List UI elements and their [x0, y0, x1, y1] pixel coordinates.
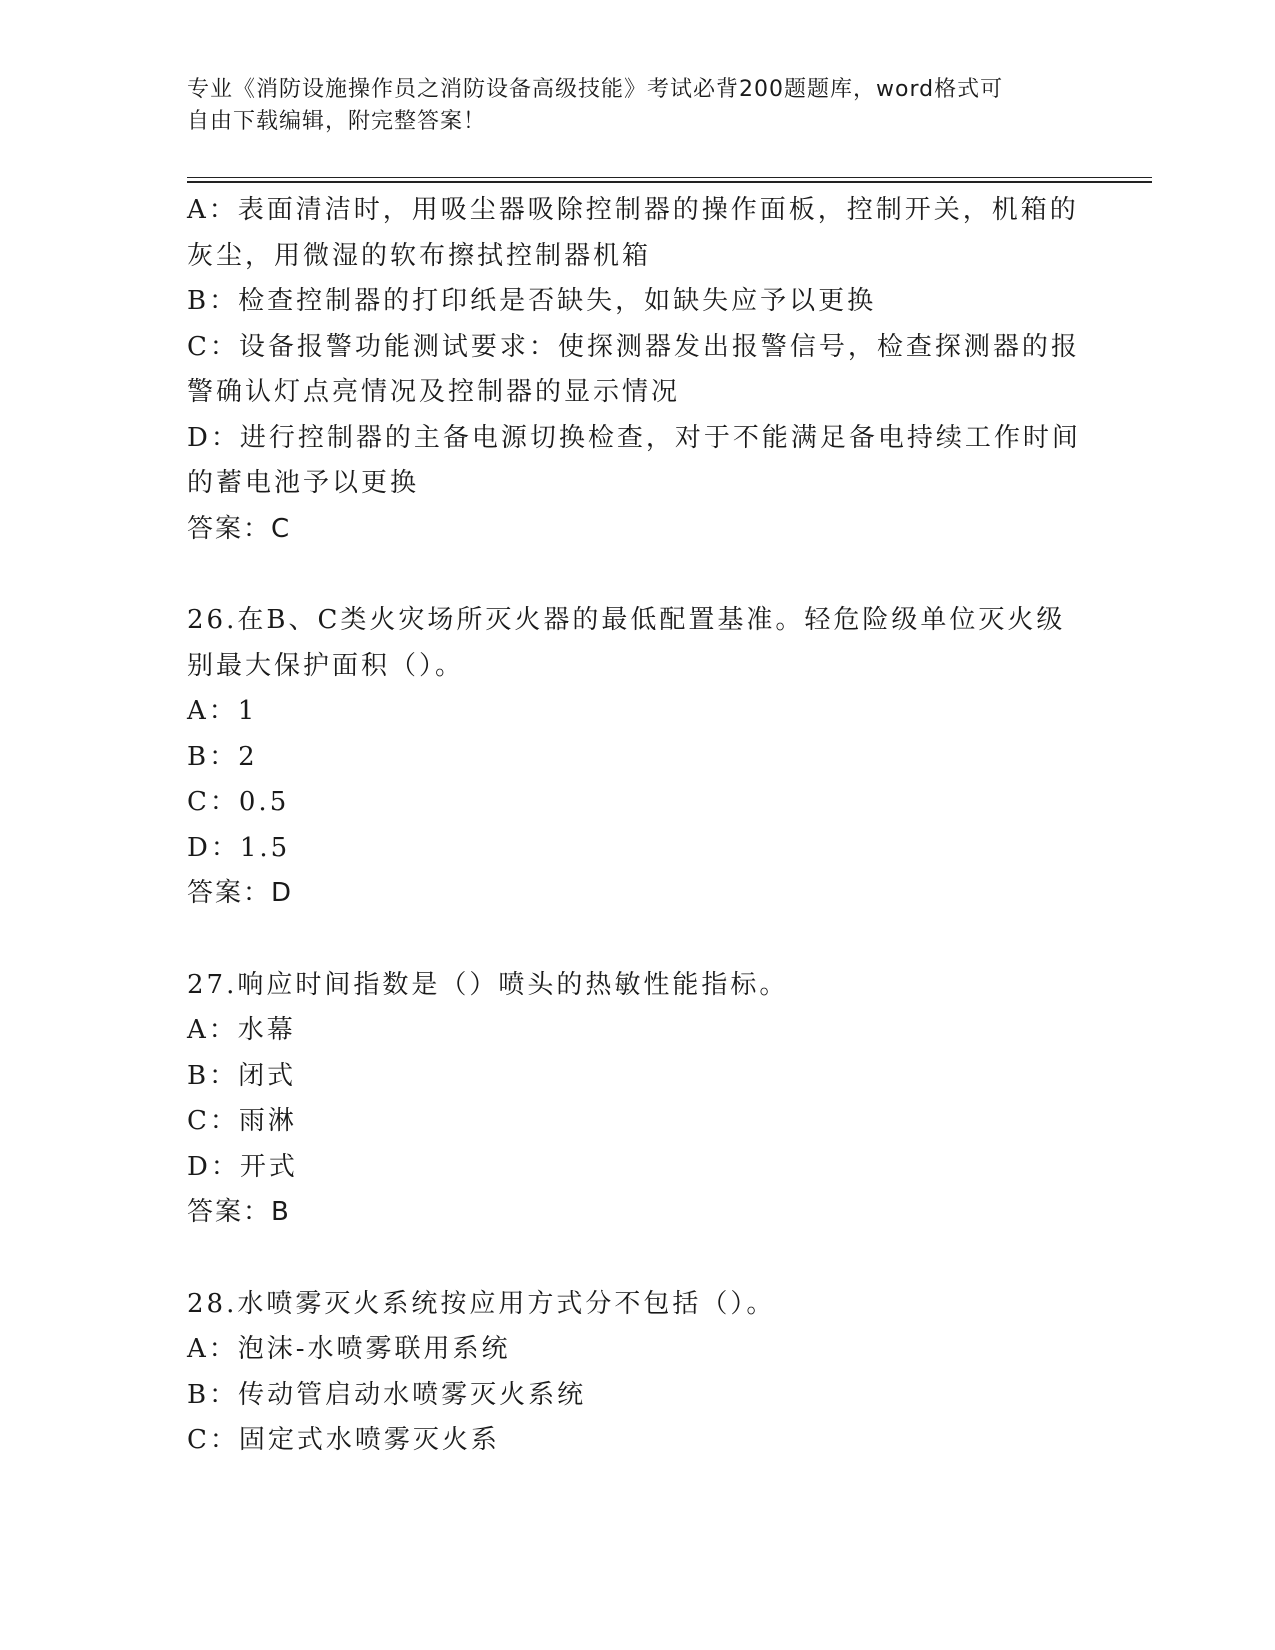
option-b: B：检查控制器的打印纸是否缺失，如缺失应予以更换 [187, 286, 877, 316]
question-27-line-1: 27.响应时间指数是（）喷头的热敏性能指标。 [187, 969, 789, 1000]
spacer [187, 552, 1077, 598]
answer-26: 答案：D [187, 878, 294, 908]
option-b: B：闭式 [187, 1060, 297, 1091]
header-line-1: 专业《消防设施操作员之消防设备高级技能》考试必背200题题库，word格式可 [187, 77, 1004, 102]
option-c-line-2: 警确认灯点亮情况及控制器的显示情况 [187, 377, 681, 407]
option-b: B：传动管启动水喷雾灭火系统 [187, 1379, 587, 1410]
option-d: D：开式 [187, 1151, 298, 1182]
question-26-line-1: 26.在B、C类火灾场所灭火器的最低配置基准。轻危险级单位灭火级 [187, 605, 1066, 635]
answer-25: 答案：C [187, 513, 292, 544]
option-a-line-1: A：表面清洁时，用吸尘器吸除控制器的操作面板，控制开关，机箱的 [187, 195, 1079, 225]
question-28 [187, 1282, 1077, 1464]
header-divider-thin [187, 177, 1152, 178]
option-b: B：2 [187, 741, 258, 772]
spacer [187, 1236, 1077, 1282]
option-d-line-2: 的蓄电池予以更换 [187, 468, 420, 498]
spacer [187, 917, 1077, 963]
option-a: A：泡沫-水喷雾联用系统 [187, 1334, 511, 1364]
option-a-line-2: 灰尘，用微湿的软布擦拭控制器机箱 [187, 240, 652, 271]
option-d: D：1.5 [187, 832, 291, 863]
option-d-line-1: D：进行控制器的主备电源切换检查，对于不能满足备电持续工作时间 [187, 422, 1081, 453]
question-26 [187, 598, 1077, 917]
question-27 [187, 963, 1077, 1236]
option-c-line-1: C：设备报警功能测试要求：使探测器发出报警信号，检查探测器的报 [187, 331, 1080, 362]
option-c: C：固定式水喷雾灭火系 [187, 1425, 500, 1455]
question-25-options [187, 188, 1081, 552]
question-26-line-2: 别最大保护面积（）。 [187, 650, 465, 681]
document-header [187, 74, 1067, 138]
question-28-line-1: 28.水喷雾灭火系统按应用方式分不包括（）。 [187, 1288, 776, 1319]
header-divider-thick [187, 181, 1152, 183]
question-content [187, 188, 1081, 1464]
header-line-2: 自由下载编辑，附完整答案！ [187, 109, 487, 134]
option-a: A：水幕 [187, 1015, 296, 1045]
option-c: C：0.5 [187, 787, 290, 817]
option-a: A：1 [187, 696, 258, 726]
option-c: C：雨淋 [187, 1106, 297, 1136]
answer-27: 答案：B [187, 1197, 291, 1227]
